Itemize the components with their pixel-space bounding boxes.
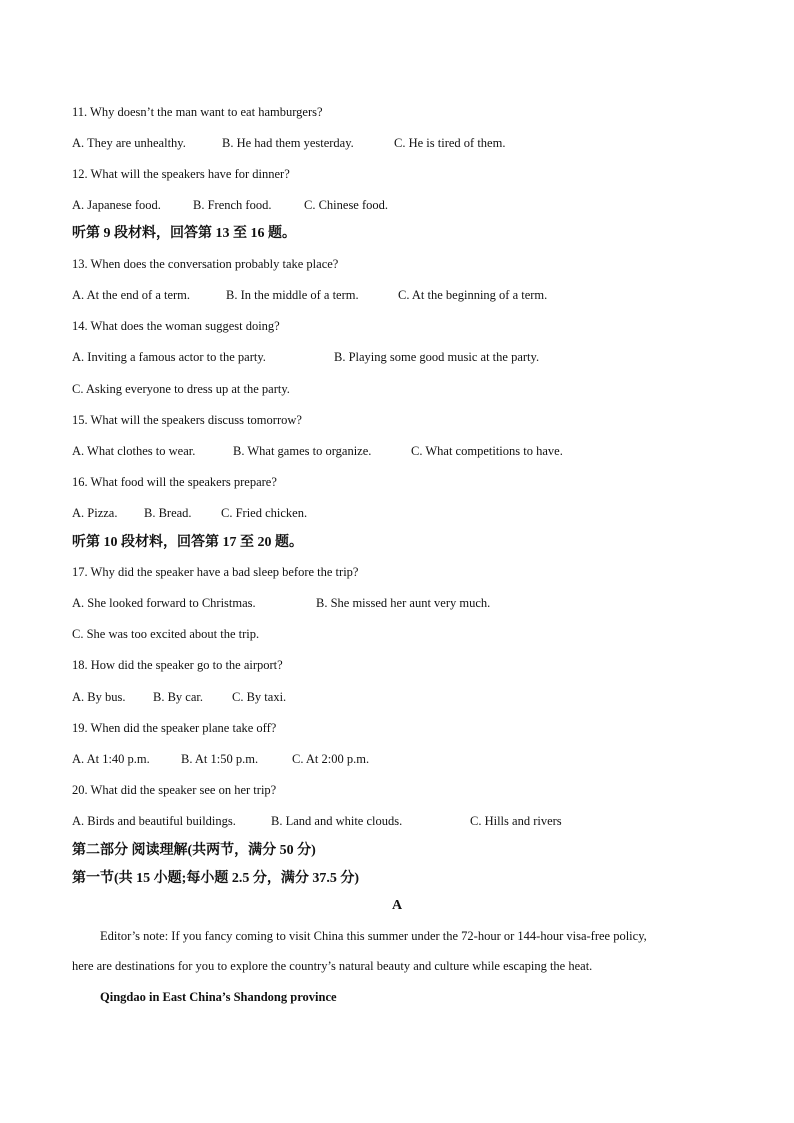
intro-line-1: Editor’s note: If you fancy coming to visit China this summer under the 72-hour or 144-hour visa-free policy,: [100, 929, 647, 943]
question-16-option-c: C. Fried chicken.: [221, 506, 308, 520]
question-17-stem: 17. Why did the speaker have a bad sleep before the trip?: [72, 565, 359, 579]
question-12-stem: 12. What will the speakers have for dinner?: [72, 167, 290, 181]
question-12-option-c: C. Chinese food.: [304, 198, 389, 212]
question-18-stem: 18. How did the speaker go to the airport?: [72, 658, 283, 672]
question-18-option-c: C. By taxi.: [232, 690, 287, 704]
question-11-option-b: B. He had them yesterday.: [222, 136, 354, 150]
question-20-option-c: C. Hills and rivers: [470, 814, 562, 828]
question-12-option-a: A. Japanese food.: [72, 198, 161, 212]
reading-part-title: 第二部分 阅读理解(共两节，满分 50 分): [72, 843, 316, 858]
question-16-stem: 16. What food will the speakers prepare?: [72, 475, 277, 489]
question-13-stem: 13. When does the conversation probably take place?: [72, 257, 339, 271]
question-17-option-c: C. She was too excited about the trip.: [72, 627, 260, 641]
question-14-option-b: B. Playing some good music at the party.: [334, 350, 540, 364]
question-18-option-b: B. By car.: [153, 690, 203, 704]
intro-line-2: here are destinations for you to explore the country’s natural beauty and culture while escaping the heat.: [72, 959, 593, 973]
passage-label: A: [391, 898, 403, 913]
question-14-stem: 14. What does the woman suggest doing?: [72, 319, 280, 333]
question-11-option-a: A. They are unhealthy.: [72, 136, 186, 150]
question-17-option-b: B. She missed her aunt very much.: [316, 596, 491, 610]
question-16-option-b: B. Bread.: [144, 506, 192, 520]
section-10-heading: 听第 10 段材料，回答第 17 至 20 题。: [72, 535, 303, 550]
question-20-stem: 20. What did the speaker see on her trip?: [72, 783, 277, 797]
question-15-stem: 15. What will the speakers discuss tomorrow?: [72, 413, 302, 427]
destination-subheading: Qingdao in East China’s Shandong province: [100, 990, 337, 1004]
question-20-option-b: B. Land and white clouds.: [271, 814, 403, 828]
question-15-option-c: C. What competitions to have.: [411, 444, 563, 458]
question-13-option-c: C. At the beginning of a term.: [398, 288, 548, 302]
question-14-option-c: C. Asking everyone to dress up at the party.: [72, 382, 290, 396]
question-15-option-a: A. What clothes to wear.: [72, 444, 196, 458]
question-19-option-c: C. At 2:00 p.m.: [292, 752, 370, 766]
section-9-heading: 听第 9 段材料，回答第 13 至 16 题。: [72, 226, 296, 241]
reading-section-title: 第一节(共 15 小题;每小题 2.5 分，满分 37.5 分): [72, 871, 359, 886]
question-13-option-a: A. At the end of a term.: [72, 288, 191, 302]
question-15-option-b: B. What games to organize.: [233, 444, 372, 458]
question-17-option-a: A. She looked forward to Christmas.: [72, 596, 256, 610]
question-19-option-b: B. At 1:50 p.m.: [181, 752, 259, 766]
question-11-option-c: C. He is tired of them.: [394, 136, 506, 150]
question-12-option-b: B. French food.: [193, 198, 272, 212]
question-14-option-a: A. Inviting a famous actor to the party.: [72, 350, 266, 364]
question-19-stem: 19. When did the speaker plane take off?: [72, 721, 277, 735]
question-20-option-a: A. Birds and beautiful buildings.: [72, 814, 236, 828]
question-13-option-b: B. In the middle of a term.: [226, 288, 359, 302]
question-11-stem: 11. Why doesn’t the man want to eat hamburgers?: [72, 105, 323, 119]
question-16-option-a: A. Pizza.: [72, 506, 118, 520]
question-19-option-a: A. At 1:40 p.m.: [72, 752, 150, 766]
question-18-option-a: A. By bus.: [72, 690, 126, 704]
